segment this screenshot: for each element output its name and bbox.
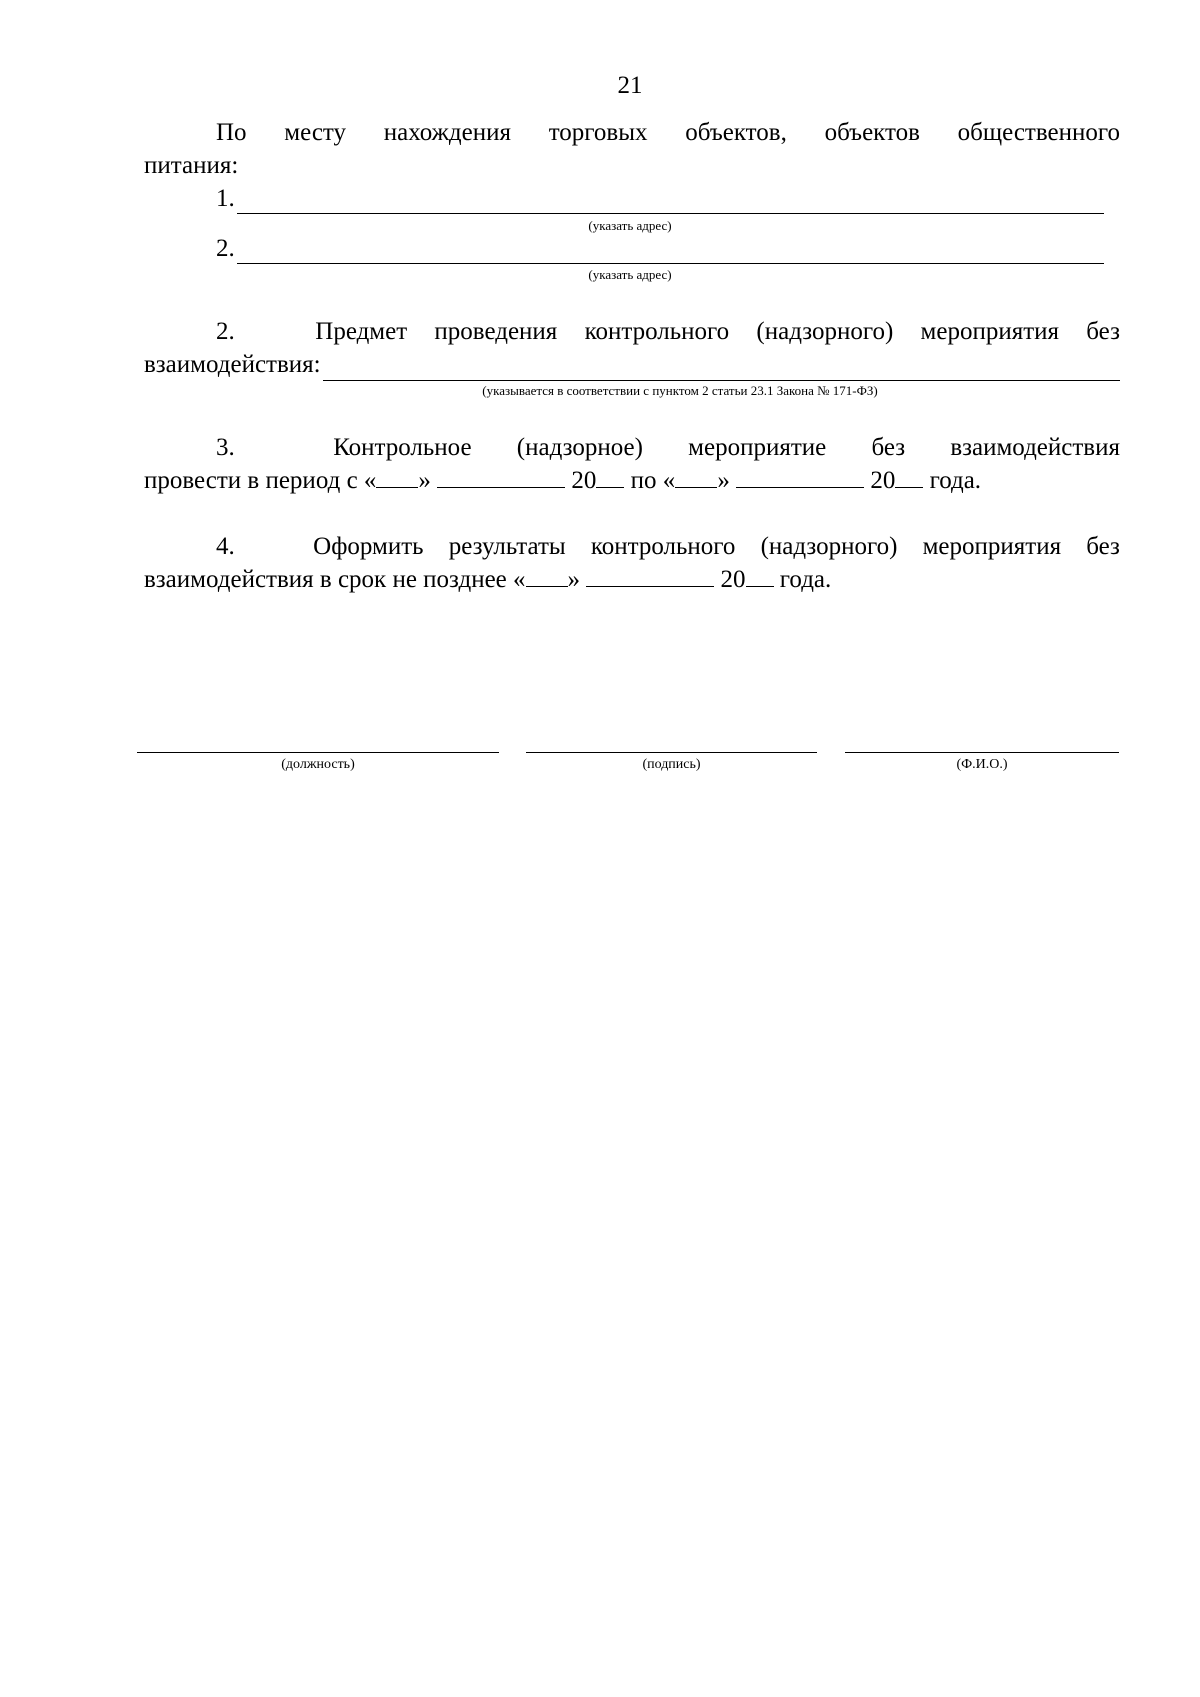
word: объектов, [685,119,787,146]
end-month-blank[interactable] [736,465,864,488]
intro-line-1 [144,116,1120,149]
item-4-number: 4. [216,533,235,560]
word: взаимодействия [950,434,1120,461]
item-2-line-2 [144,348,1120,381]
item-3-number: 3. [216,434,235,461]
word: По [216,119,247,146]
item-3-paragraph [144,431,1120,497]
item-3-line-1 [144,431,1120,464]
deadline-text-end: года. [779,566,832,593]
deadline-text-start: взаимодействия в срок не позднее « [144,566,526,593]
quote-close: » [567,566,581,593]
position-label: (должность) [281,757,355,772]
address-hint-2: (указать адрес) [588,267,672,282]
word: Контрольное [333,434,472,461]
word: Оформить [313,533,424,560]
name-line[interactable] [845,752,1119,753]
name-label: (Ф.И.О.) [956,757,1008,772]
address-number-2: 2. [216,235,235,262]
word: проведения [434,318,558,345]
end-day-blank[interactable] [675,465,717,488]
word: мероприятия [920,318,1060,345]
year-prefix: 20 [870,467,896,494]
word: объектов [824,119,920,146]
start-day-blank[interactable] [376,465,418,488]
word: общественного [957,119,1120,146]
word: (надзорное) [516,434,643,461]
period-text-end: года. [929,467,982,494]
word: мероприятие [688,434,827,461]
address-blank-2[interactable] [237,239,1104,264]
subject-blank[interactable] [323,356,1120,381]
period-text-start: провести в период с « [144,467,377,494]
item-4-line-1 [144,530,1120,563]
item-3-line-2 [144,464,1120,497]
word: Предмет [315,318,408,345]
word: результаты [448,533,566,560]
page-number: 21 [617,72,643,99]
item-2-number: 2. [216,318,235,345]
word: контрольного [584,318,730,345]
year-prefix: 20 [571,467,597,494]
word: без [1086,318,1120,345]
word: без [1086,533,1120,560]
deadline-year-blank[interactable] [746,564,774,587]
word: торговых [548,119,648,146]
word: без [871,434,906,461]
item-4-line-2 [144,563,1120,596]
word: контрольного [590,533,736,560]
word: (надзорного) [756,318,894,345]
address-field-2[interactable] [216,234,1104,264]
address-field-1[interactable] [216,184,1104,214]
intro-paragraph [144,116,1120,182]
word: месту [284,119,347,146]
quote-close: » [717,467,730,494]
year-prefix: 20 [720,566,746,593]
address-hint-1: (указать адрес) [588,218,672,233]
address-number-1: 1. [216,185,235,212]
intro-line-2: питания: [144,152,239,179]
start-month-blank[interactable] [437,465,565,488]
signature-label: (подпись) [642,757,701,772]
deadline-day-blank[interactable] [526,564,568,587]
position-line[interactable] [137,752,499,753]
word: нахождения [383,119,511,146]
item-4-paragraph [144,530,1120,596]
start-year-blank[interactable] [596,465,624,488]
word: (надзорного) [760,533,898,560]
quote-close: » [418,467,431,494]
word: мероприятия [922,533,1062,560]
deadline-month-blank[interactable] [586,564,714,587]
subject-hint: (указывается в соответствии с пунктом 2 статьи 23.1 Закона № 171-ФЗ) [482,383,878,398]
end-year-blank[interactable] [895,465,923,488]
item-2-label: взаимодействия: [144,351,321,378]
item-2-line-1 [144,315,1120,348]
item-2-paragraph [144,315,1120,381]
address-blank-1[interactable] [237,189,1104,214]
signature-line[interactable] [526,752,817,753]
period-text-middle: по « [630,467,676,494]
